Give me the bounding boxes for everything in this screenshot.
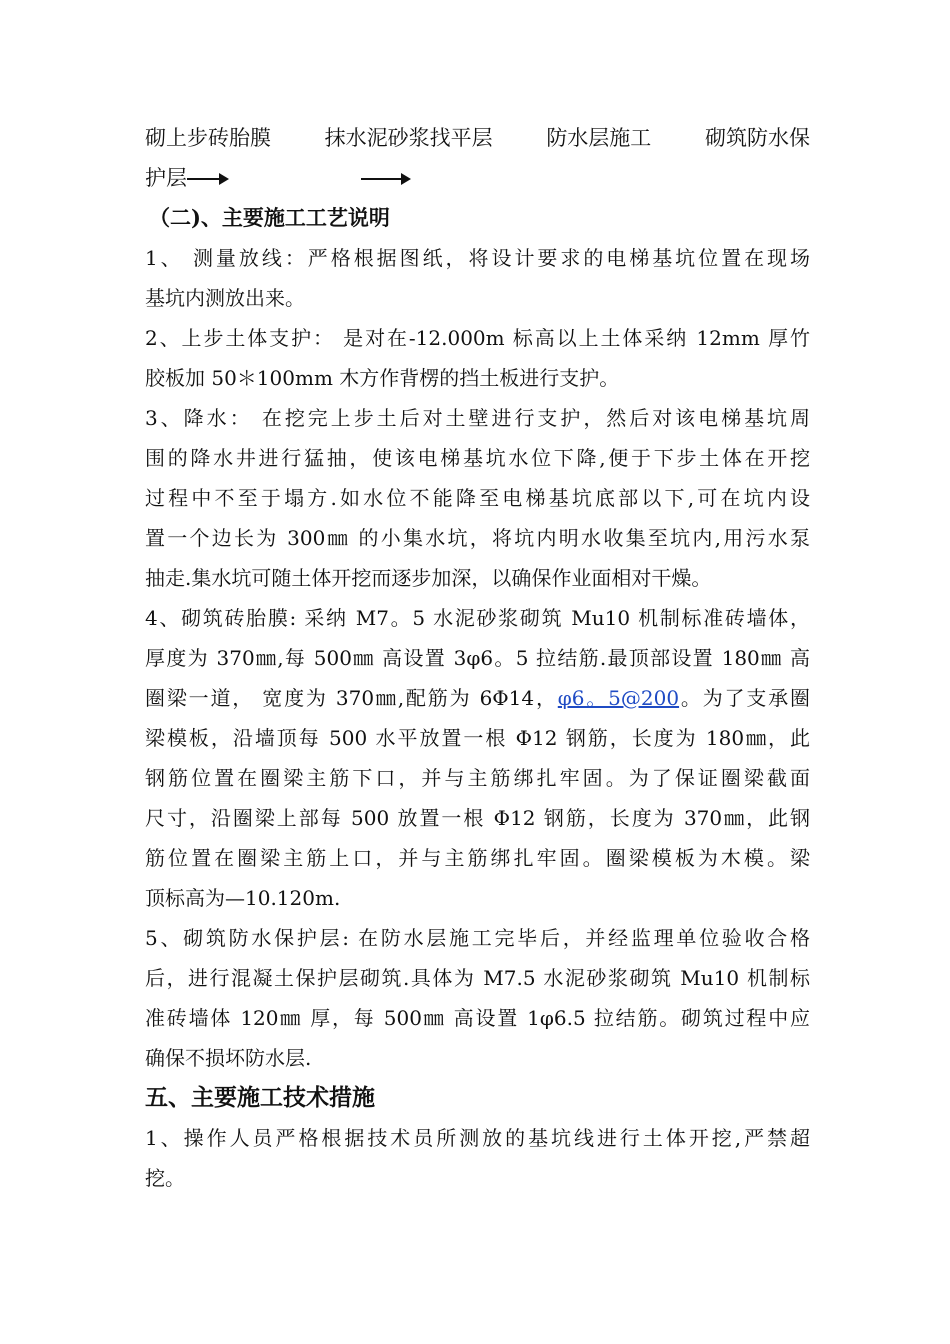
flow-chart-row xyxy=(145,118,810,158)
section-heading: （二)、主要施工工艺说明 xyxy=(149,205,390,230)
chapter-heading: 五、主要施工技术措施 xyxy=(145,1084,375,1111)
flow-step-waterproof: 防水层施工 xyxy=(546,126,652,150)
paragraph-excavation: 1、操作人员严格根据技术员所测放的基坑线进行土体开挖,严禁超 挖。 xyxy=(145,1126,810,1190)
flow-step-brick-mold: 砌上步砖胎膜 xyxy=(145,126,271,150)
paragraph-survey: 1、 测量放线：严格根据图纸，将设计要求的电梯基坑位置在现场 基坑内测放出来。 xyxy=(145,246,810,310)
flow-arrow-icon xyxy=(361,178,409,180)
document-page xyxy=(145,118,810,1198)
paragraph-brick-mold: 4、砌筑砖胎膜: 采纳 M7。5 水泥砂浆砌筑 Mu10 机制标准砖墙体， 厚度为 370㎜,每 500㎜ 高设置 3φ6。5 拉结筋.最顶部设置 180㎜ 高 圈梁一道， 宽度为 370㎜,配筋为 6Φ14，φ6。5@200。为了支承圈 梁模板，沿墙顶每 500 水平放置一根 Φ12 钢筋，长度为 180㎜，此 钢筋位置在圈梁主筋下口，并与主筋绑扎牢固。为了保证圈梁截面 尺寸，沿圈梁上部每 500 放置一根 Φ12 钢筋，长度为 370㎜，此钢 筋位置在圈梁主筋上口，并与主筋绑扎牢固。圈梁模板为木模。梁 顶标高为—10.120m. xyxy=(145,606,810,910)
flow-step-protection-cont: 护层 xyxy=(145,166,187,190)
flow-arrow-icon xyxy=(187,178,227,180)
paragraph-line-with-link: 圈梁一道， 宽度为 370㎜,配筋为 6Φ14，φ6。5@200。为了支承圈 xyxy=(145,686,810,710)
flow-chart-row-2 xyxy=(145,158,810,198)
flow-step-protection: 砌筑防水保 xyxy=(704,126,810,150)
paragraph-dewatering: 3、降水： 在挖完上步土后对土壁进行支护，然后对该电梯基坑周 围的降水井进行猛抽，使该电梯基坑水位下降,便于下步土体在开挖 过程中不至于塌方.如水位不能降至电梯基坑底部以下,可在坑内设 置一个边长为 300㎜ 的小集水坑，将坑内明水收集至坑内,用污水泵 抽走.集水坑可随土体开挖而逐步加深，以确保作业面相对干燥。 xyxy=(145,406,810,590)
rebar-spec-link[interactable]: φ6。5@200 xyxy=(557,686,680,710)
paragraph-support: 2、上步土体支护： 是对在-12.000m 标高以上土体采纳 12mm 厚竹 胶板加 50＊100mm 木方作背楞的挡土板进行支护。 xyxy=(145,326,810,390)
flow-step-leveling: 抹水泥砂浆找平层 xyxy=(324,126,493,150)
paragraph-protection-layer: 5、砌筑防水保护层: 在防水层施工完毕后，并经监理单位验收合格 后，进行混凝土保护层砌筑.具体为 M7.5 水泥砂浆砌筑 Mu10 机制标 准砖墙体 120㎜ 厚，每 500㎜ 高设置 1φ6.5 拉结筋。砌筑过程中应 确保不损坏防水层. xyxy=(145,926,810,1070)
